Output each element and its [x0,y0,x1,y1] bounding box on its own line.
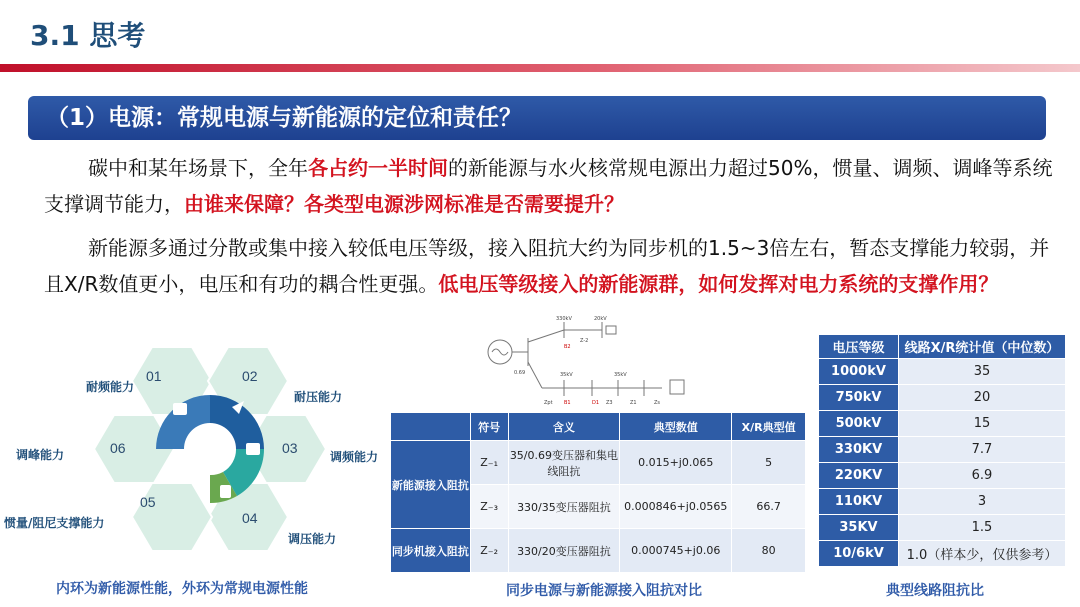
t2-level: 750kV [819,385,899,411]
t1-value: 0.000745+j0.06 [620,529,732,573]
t2-level: 35KV [819,515,899,541]
t2-header-0: 电压等级 [819,335,899,359]
wind-farm-icon [670,380,684,394]
svg-text:Zs: Zs [654,400,661,406]
t1-sym: Z₋₁ [470,441,508,485]
t1-header-1: 符号 [470,413,508,441]
t2-value: 35 [899,359,1066,385]
hex-label-03: 调频能力 [330,450,379,464]
p1-text-a: 碳中和某年场景下，全年 [88,156,308,180]
t2-value: 7.7 [899,437,1066,463]
t1-meaning: 330/20变压器阻抗 [508,529,620,573]
table-row [391,529,806,573]
svg-text:Z-2: Z-2 [580,338,589,344]
t2-value: 15 [899,411,1066,437]
t2-value: 6.9 [899,463,1066,489]
t1-sym: Z₋₃ [470,485,508,529]
table-row [391,441,806,485]
t1-group-new-energy: 新能源接入阻抗 [391,441,471,529]
table1-caption: 同步电源与新能源接入阻抗对比 [506,583,702,599]
copy-icon [220,485,231,498]
t1-header-3: 典型数值 [620,413,732,441]
paragraph-1 [44,150,1054,222]
t1-group-sync: 同步机接入阻抗 [391,529,471,573]
svg-text:B1: B1 [564,400,571,406]
svg-text:0.69: 0.69 [514,370,526,376]
p2-text-a: 新能源多通过分散或集中接入较低电压等级，接入阻抗大约为同步机的1.5~3倍左右，暂态支撑能力较弱，并且X/R数值更小，电压和有功的耦合性更强。 [44,236,1050,296]
t1-meaning: 35/0.69变压器和集电线阻抗 [508,441,620,485]
t1-header-2: 含义 [508,413,620,441]
svg-text:Zpt: Zpt [544,400,553,406]
table-row [819,463,1066,489]
paragraph-2 [44,230,1054,302]
t1-header-4: X/R典型值 [732,413,806,441]
svg-text:D1: D1 [592,400,600,406]
t2-value: 1.5 [899,515,1066,541]
table-row [819,515,1066,541]
table-row [819,385,1066,411]
t1-xr: 5 [732,441,806,485]
t1-header-0 [391,413,471,441]
t2-level: 1000kV [819,359,899,385]
line-xr-table [818,334,1066,567]
t2-level: 220KV [819,463,899,489]
title-underline [0,64,1080,72]
t2-level: 110KV [819,489,899,515]
hex-label-04: 调压能力 [288,532,337,546]
t1-xr: 80 [732,529,806,573]
hex-num-05: 05 [140,494,156,510]
t2-value: 20 [899,385,1066,411]
t1-value: 0.000846+j0.0565 [620,485,732,529]
hex-label-01: 耐频能力 [86,380,135,394]
t2-level: 330KV [819,437,899,463]
svg-text:Z1: Z1 [630,400,637,406]
table-row [819,359,1066,385]
p1-text-c: 的新能源与水火核常规电源出力超过50%，惯量、调频、调峰等系统支撑调节能力， [44,156,1053,216]
hex-num-04: 04 [242,510,258,526]
question-banner: （1）电源：常规电源与新能源的定位和责任？ [28,96,1046,140]
table-row [819,437,1066,463]
folder-icon [246,443,260,455]
svg-text:330kV: 330kV [556,316,572,322]
hex-label-06: 调峰能力 [16,448,65,462]
t2-value: 3 [899,489,1066,515]
svg-text:20kV: 20kV [594,316,607,322]
hex-num-01: 01 [146,368,162,384]
gift-icon [173,403,187,415]
hex-label-05: 惯量/阻尼支撑能力 [4,516,105,530]
t2-level: 500kV [819,411,899,437]
p1-highlight-b: 各占约一半时间 [308,156,448,180]
page-title: 3.1 思考 [30,19,146,52]
table-row [819,541,1066,567]
t1-sym: Z₋₂ [470,529,508,573]
table-row [819,489,1066,515]
circuit-diagram [484,312,694,408]
p2-highlight-b: 低电压等级接入的新能源群，如何发挥对电力系统的支撑作用？ [438,272,999,296]
table-row [819,411,1066,437]
hex-num-06: 06 [110,440,126,456]
hex-label-02: 耐压能力 [294,390,343,404]
hex-caption: 内环为新能源性能，外环为常规电源性能 [56,581,308,597]
table2-caption: 典型线路阻抗比 [886,583,984,599]
svg-text:35kV: 35kV [614,372,627,378]
svg-text:35kV: 35kV [560,372,573,378]
hex-num-03: 03 [282,440,298,456]
t2-level: 10/6kV [819,541,899,567]
svg-text:Z3: Z3 [606,400,613,406]
t2-header-1: 线路X/R统计值（中位数） [899,335,1066,359]
svg-text:B2: B2 [564,344,571,350]
p1-highlight-d: 由谁来保障？各类型电源涉网标准是否需要提升？ [184,192,624,216]
t2-value: 1.0（样本少，仅供参考） [899,541,1066,567]
t1-xr: 66.7 [732,485,806,529]
hex-num-02: 02 [242,368,258,384]
t1-value: 0.015+j0.065 [620,441,732,485]
t1-meaning: 330/35变压器阻抗 [508,485,620,529]
impedance-compare-table [390,412,806,573]
